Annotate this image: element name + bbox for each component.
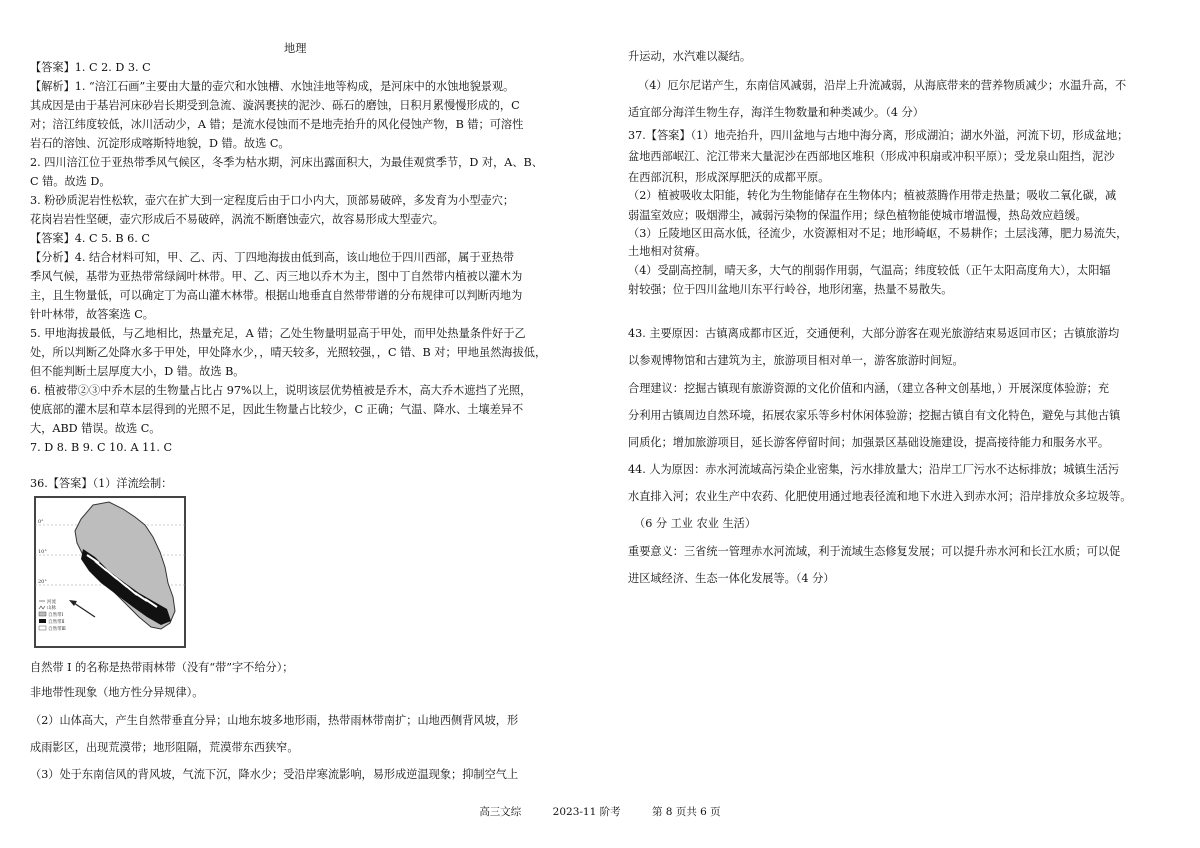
text-line: 分利用古镇周边自然环境，拓展农家乐等乡村休闲体验游；挖掘古镇自有文化特色，避免与其他古镇: [628, 409, 1121, 422]
ocean-current-map: [34, 496, 186, 648]
text-line: （4）厄尔尼诺产生，东南信风减弱，沿岸上升流减弱，从海底带来的营养物质减少；水温升高，不: [638, 79, 1127, 92]
text-line: 弱温室效应；吸烟滞尘，减弱污染物的保温作用；绿色植物能使城市增温慢，热岛效应趋缓。: [628, 209, 1087, 222]
text-line: 7. D 8. B 9. C 10. A 11. C: [30, 441, 173, 454]
text-line: 花岗岩岩性坚硬，壶穴形成后不易破碎，涡流不断磨蚀壶穴，故容易形成大型壶穴。: [30, 213, 444, 226]
text-line: 以参观博物馆和古建筑为主，旅游项目相对单一，游客旅游时间短。: [628, 354, 964, 367]
page-footer: [0, 804, 1200, 819]
text-line: 处，所以判断乙处降水多于甲处，甲处降水少，，晴天较多，光照较强，，C 错、B 对；甲地虽然海拔低，: [30, 346, 547, 359]
text-line: 季风气候，基带为亚热带常绿阔叶林带。甲、乙、丙三地以乔木为主，图中丁自然带内植被以灌木为: [30, 270, 523, 283]
text-line: 自然带 I 的名称是热带雨林带（没有“带”字不给分）；: [30, 661, 294, 674]
text-line: 同质化；增加旅游项目，延长游客停留时间；加强景区基础设施建设，提高接待能力和服务水平。: [628, 436, 1110, 449]
text-line: 射较强；位于四川盆地川东平行岭谷，地形闭塞，热量不易散失。: [628, 283, 953, 296]
footer-subject: 高三文综: [479, 806, 522, 818]
text-line: 升运动，水汽难以凝结。: [628, 50, 752, 63]
text-line: 使底部的灌木层和草本层得到的光照不足，因此生物量占比较少，C 正确；气温、降水、土壤差异不: [30, 403, 524, 416]
text-line: 【解析】1. “涪江石画”主要由大量的壶穴和水蚀槽、水蚀洼地等构成，是河床中的水蚀地貌景观。: [30, 80, 515, 93]
text-line: 岩石的溶蚀、沉淀形成喀斯特地貌，D 错。故选 C。: [30, 137, 290, 150]
text-line: 地理: [284, 42, 307, 55]
text-line: 合理建议：挖掘古镇现有旅游资源的文化价值和内涵，（建立各种文创基地，）开展深度体验游；充: [628, 382, 1110, 395]
text-line: 6. 植被带②③中乔木层的生物量占比占 97%以上，说明该层优势植被是乔木，高大乔木遮挡了光照，: [30, 384, 532, 397]
text-line: 【答案】1. C 2. D 3. C: [30, 61, 151, 74]
text-line: 针叶林带，故答案选 C。: [30, 308, 154, 321]
legend-label: 自然带Ⅲ: [48, 627, 66, 632]
legend-label: 自然带Ⅰ: [48, 613, 64, 618]
text-line: （6 分 工业 农业 生活）: [634, 517, 757, 530]
text-line: 盆地西部岷江、沱江带来大量泥沙在西部地区堆积（形成冲积扇或冲积平原）；受龙泉山阻挡，泥沙: [628, 150, 1115, 163]
text-line: 但不能判断土层厚度大小，D 错。故选 B。: [30, 365, 245, 378]
text-line: 5. 甲地海拔最低，与乙地相比，热量充足，A 错；乙处生物量明显高于甲处，而甲处热量条件好于乙: [30, 327, 526, 340]
text-line: 对；涪江纬度较低，冰川活动少，A 错；是流水侵蚀而不是地壳抬升的风化侵蚀产物，B 错；可溶性: [30, 118, 524, 131]
text-line: 44. 人为原因：赤水河流域高污染企业密集，污水排放量大；沿岸工厂污水不达标排放；城镇生活污: [628, 463, 1120, 476]
lat-label: 20°: [38, 579, 47, 585]
footer-page: 第 8 页共 6 页: [651, 806, 721, 818]
text-line: 【分析】4. 结合材料可知，甲、乙、丙、丁四地海拔由低到高，该山地位于四川西部，属于亚热带: [30, 251, 515, 264]
text-line: 进区域经济、生态一体化发展等。（4 分）: [628, 572, 835, 585]
text-line: 【答案】4. C 5. B 6. C: [30, 232, 150, 245]
text-line: （4）受副高控制，晴天多，大气的削弱作用弱，气温高；纬度较低（正午太阳高度角大），太阳辐: [628, 264, 1111, 277]
text-line: 其成因是由于基岩河床砂岩长期受到急流、漩涡裹挟的泥沙、砾石的磨蚀，日积月累慢慢形成的，C: [30, 99, 520, 112]
text-line: 重要意义：三省统一管理赤水河流域，利于流域生态修复发展；可以提升赤水河和长江水质；可以促: [628, 545, 1121, 558]
lat-label: 0°: [38, 519, 44, 525]
text-line: （3）丘陵地区田高水低，径流少，水资源相对不足；地形崎岖，不易耕作；土层浅薄，肥力易流失，: [628, 227, 1128, 240]
legend-label: 自然带Ⅱ: [48, 620, 65, 625]
text-line: 土地相对贫瘠。: [628, 245, 707, 258]
text-line: 2. 四川涪江位于亚热带季风气候区，冬季为枯水期，河床出露面积大，为最佳观赏季节，D 对，A、B、: [30, 156, 543, 169]
text-line: 大，ABD 错误。故选 C。: [30, 422, 161, 435]
text-line: 43. 主要原因：古镇离成都市区近，交通便利，大部分游客在观光旅游结束易返回市区；古镇旅游均: [628, 327, 1120, 340]
text-line: 主，且生物量低，可以确定丁为高山灌木林带。根据山地垂直自然带带谱的分布规律可以判断丙地为: [30, 289, 523, 302]
text-line: 3. 粉砂质泥岩性松软，壶穴在扩大到一定程度后由于口小内大，顶部易破碎，多发育为小型壶穴；: [30, 194, 515, 207]
text-line: 在西部沉积，形成深厚肥沃的成都平原。: [628, 171, 830, 184]
legend-label: 河流: [47, 600, 56, 605]
text-line: （2）植被吸收太阳能，转化为生物能储存在生物体内；植被蒸腾作用带走热量；吸收二氧化碳，减: [628, 189, 1117, 202]
text-line: （2）山体高大，产生自然带垂直分异；山地东坡多地形雨，热带雨林带南扩；山地西侧背风坡，形: [30, 714, 519, 727]
footer-exam: 2023-11 阶考: [552, 806, 621, 818]
text-line: （3）处于东南信风的背风坡，气流下沉，降水少；受沿岸寒流影响，易形成逆温现象；抑制空气上: [30, 768, 519, 781]
text-line: 36.【答案】（1）洋流绘制：: [30, 477, 173, 490]
text-line: 水直排入河；农业生产中农药、化肥使用通过地表径流和地下水进入到赤水河；沿岸排放众多垃圾等。: [628, 490, 1132, 503]
text-line: C 错。故选 D。: [30, 175, 111, 188]
text-line: 非地带性现象（地方性分异规律）。: [30, 686, 204, 699]
text-line: 适宜部分海洋生物生存，海洋生物数量和种类减少。（4 分）: [628, 106, 924, 119]
text-line: 成雨影区，出现荒漠带；地形阻隔，荒漠带东西狭窄。: [30, 741, 299, 754]
lat-label: 10°: [38, 549, 47, 555]
legend-label: 山脉: [47, 606, 56, 611]
text-line: 37.【答案】（1）地壳抬升，四川盆地与古地中海分离，形成湖泊；湖水外溢，河流下切，形成盆地；: [628, 129, 1129, 142]
